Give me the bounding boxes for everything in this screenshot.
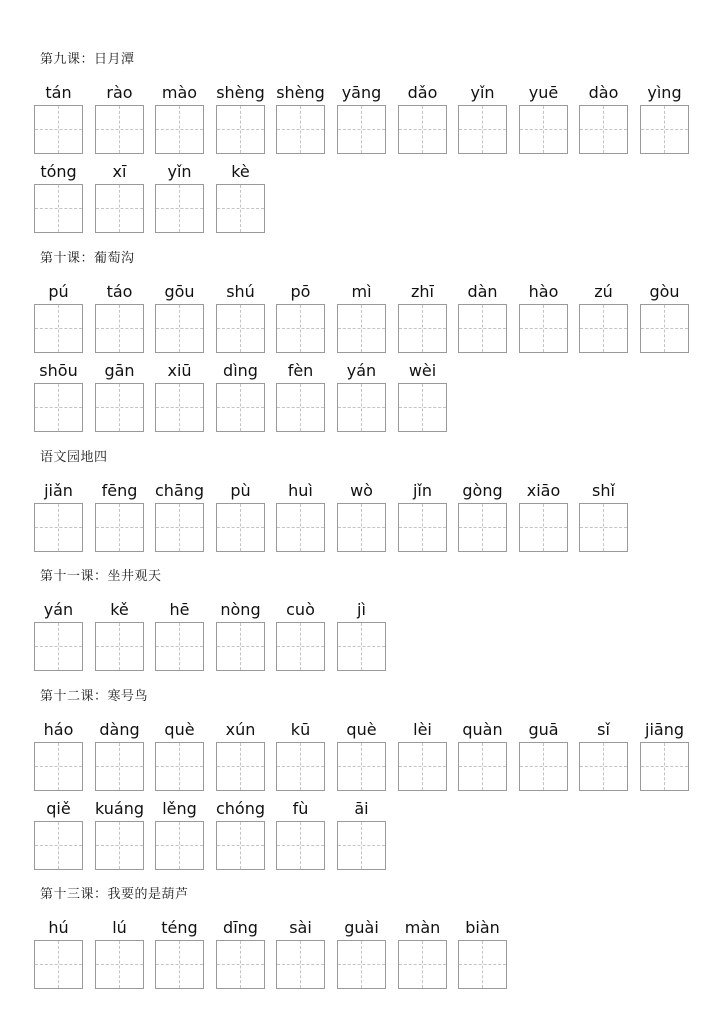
grid-guide-horizontal bbox=[277, 646, 324, 647]
tianzige-box[interactable] bbox=[95, 105, 144, 154]
tianzige-box[interactable] bbox=[276, 821, 325, 870]
grid-guide-horizontal bbox=[338, 129, 385, 130]
section-title: 第十课：葡萄沟 bbox=[40, 251, 135, 266]
grid-guide-horizontal bbox=[217, 407, 264, 408]
grid-guide-horizontal bbox=[96, 845, 143, 846]
pinyin-label: guài bbox=[344, 918, 379, 937]
pinyin-label: yǐn bbox=[470, 83, 495, 102]
grid-guide-horizontal bbox=[399, 964, 446, 965]
grid-guide-horizontal bbox=[520, 766, 567, 767]
pinyin-label: yuē bbox=[528, 83, 559, 102]
pinyin-label: fèn bbox=[287, 361, 314, 380]
pinyin-label: kuáng bbox=[94, 799, 144, 818]
pinyin-label: téng bbox=[161, 918, 198, 937]
grid-guide-horizontal bbox=[35, 407, 82, 408]
tianzige-box[interactable] bbox=[155, 503, 204, 552]
pinyin-label: jiǎn bbox=[44, 481, 73, 500]
grid-guide-horizontal bbox=[580, 527, 627, 528]
tianzige-box[interactable] bbox=[579, 503, 628, 552]
grid-guide-horizontal bbox=[338, 964, 385, 965]
grid-guide-horizontal bbox=[580, 328, 627, 329]
pinyin-label: hào bbox=[528, 282, 559, 301]
pinyin-label: wèi bbox=[408, 361, 437, 380]
tianzige-box[interactable] bbox=[337, 105, 386, 154]
tianzige-box[interactable] bbox=[34, 503, 83, 552]
pinyin-label: zhī bbox=[411, 282, 434, 301]
section-title: 第十二课：寒号鸟 bbox=[40, 689, 149, 704]
grid-guide-horizontal bbox=[217, 766, 264, 767]
tianzige-box[interactable] bbox=[398, 742, 447, 791]
pinyin-label: rào bbox=[106, 83, 133, 102]
grid-guide-horizontal bbox=[96, 964, 143, 965]
grid-guide-horizontal bbox=[156, 646, 203, 647]
pinyin-label: xiāo bbox=[526, 481, 561, 500]
grid-guide-horizontal bbox=[459, 766, 506, 767]
pinyin-label: yìng bbox=[647, 83, 682, 102]
tianzige-box[interactable] bbox=[155, 184, 204, 233]
grid-guide-horizontal bbox=[217, 328, 264, 329]
grid-guide-horizontal bbox=[399, 407, 446, 408]
tianzige-box[interactable] bbox=[34, 304, 83, 353]
tianzige-box[interactable] bbox=[337, 304, 386, 353]
pinyin-label: fù bbox=[292, 799, 309, 818]
tianzige-box[interactable] bbox=[398, 105, 447, 154]
section-title: 第十三课：我要的是葫芦 bbox=[40, 887, 189, 902]
grid-guide-horizontal bbox=[35, 766, 82, 767]
pinyin-label: gòng bbox=[462, 481, 503, 500]
tianzige-box[interactable] bbox=[458, 105, 507, 154]
pinyin-label: shèng bbox=[276, 83, 325, 102]
tianzige-box[interactable] bbox=[155, 622, 204, 671]
grid-guide-horizontal bbox=[35, 527, 82, 528]
pinyin-label: dǎo bbox=[407, 83, 438, 102]
pinyin-label: tán bbox=[45, 83, 72, 102]
grid-guide-horizontal bbox=[580, 129, 627, 130]
grid-guide-horizontal bbox=[156, 845, 203, 846]
grid-guide-horizontal bbox=[217, 845, 264, 846]
grid-guide-horizontal bbox=[338, 845, 385, 846]
pinyin-label: jiāng bbox=[645, 720, 684, 739]
grid-guide-horizontal bbox=[217, 964, 264, 965]
tianzige-box[interactable] bbox=[95, 622, 144, 671]
tianzige-box[interactable] bbox=[95, 304, 144, 353]
pinyin-label: kū bbox=[290, 720, 311, 739]
tianzige-box[interactable] bbox=[337, 940, 386, 989]
pinyin-label: hē bbox=[169, 600, 190, 619]
tianzige-box[interactable] bbox=[95, 503, 144, 552]
grid-guide-horizontal bbox=[399, 527, 446, 528]
pinyin-label: jì bbox=[357, 600, 366, 619]
tianzige-box[interactable] bbox=[155, 742, 204, 791]
grid-guide-horizontal bbox=[399, 766, 446, 767]
grid-guide-horizontal bbox=[96, 328, 143, 329]
tianzige-box[interactable] bbox=[95, 383, 144, 432]
pinyin-label: dīng bbox=[223, 918, 258, 937]
pinyin-label: xī bbox=[112, 162, 127, 181]
grid-guide-horizontal bbox=[459, 527, 506, 528]
tianzige-box[interactable] bbox=[519, 503, 568, 552]
tianzige-box[interactable] bbox=[458, 503, 507, 552]
tianzige-box[interactable] bbox=[337, 622, 386, 671]
tianzige-box[interactable] bbox=[276, 503, 325, 552]
grid-guide-horizontal bbox=[641, 328, 688, 329]
section-title: 第九课：日月潭 bbox=[40, 52, 135, 67]
grid-guide-horizontal bbox=[156, 407, 203, 408]
tianzige-box[interactable] bbox=[216, 503, 265, 552]
grid-guide-horizontal bbox=[96, 766, 143, 767]
pinyin-label: sǐ bbox=[597, 720, 610, 739]
grid-guide-horizontal bbox=[156, 766, 203, 767]
pinyin-label: sài bbox=[289, 918, 312, 937]
grid-guide-horizontal bbox=[277, 766, 324, 767]
tianzige-box[interactable] bbox=[216, 742, 265, 791]
grid-guide-horizontal bbox=[277, 328, 324, 329]
tianzige-box[interactable] bbox=[579, 742, 628, 791]
grid-guide-horizontal bbox=[35, 129, 82, 130]
pinyin-label: zú bbox=[594, 282, 613, 301]
grid-guide-horizontal bbox=[399, 328, 446, 329]
pinyin-label: dàn bbox=[467, 282, 498, 301]
tianzige-box[interactable] bbox=[276, 304, 325, 353]
tianzige-box[interactable] bbox=[34, 821, 83, 870]
pinyin-label: shōu bbox=[39, 361, 78, 380]
tianzige-box[interactable] bbox=[216, 105, 265, 154]
grid-guide-horizontal bbox=[338, 527, 385, 528]
pinyin-label: dìng bbox=[223, 361, 258, 380]
tianzige-box[interactable] bbox=[216, 184, 265, 233]
pinyin-label: biàn bbox=[465, 918, 500, 937]
grid-guide-horizontal bbox=[35, 208, 82, 209]
tianzige-box[interactable] bbox=[216, 383, 265, 432]
grid-guide-horizontal bbox=[35, 964, 82, 965]
tianzige-box[interactable] bbox=[216, 304, 265, 353]
pinyin-label: cuò bbox=[286, 600, 315, 619]
pinyin-label: nòng bbox=[220, 600, 261, 619]
tianzige-box[interactable] bbox=[216, 821, 265, 870]
tianzige-box[interactable] bbox=[34, 383, 83, 432]
grid-guide-horizontal bbox=[277, 129, 324, 130]
pinyin-label: yán bbox=[43, 600, 74, 619]
pinyin-label: yāng bbox=[341, 83, 382, 102]
grid-guide-horizontal bbox=[459, 129, 506, 130]
tianzige-box[interactable] bbox=[276, 622, 325, 671]
tianzige-box[interactable] bbox=[155, 940, 204, 989]
pinyin-label: chóng bbox=[215, 799, 266, 818]
tianzige-box[interactable] bbox=[337, 383, 386, 432]
tianzige-box[interactable] bbox=[398, 304, 447, 353]
tianzige-box[interactable] bbox=[640, 105, 689, 154]
pinyin-label: tóng bbox=[40, 162, 77, 181]
pinyin-label: guā bbox=[528, 720, 559, 739]
pinyin-label: gān bbox=[104, 361, 135, 380]
pinyin-label: dàng bbox=[99, 720, 140, 739]
pinyin-label: què bbox=[346, 720, 377, 739]
pinyin-label: lú bbox=[112, 918, 127, 937]
grid-guide-horizontal bbox=[641, 129, 688, 130]
pinyin-label: quàn bbox=[462, 720, 503, 739]
grid-guide-horizontal bbox=[520, 527, 567, 528]
pinyin-label: xiū bbox=[167, 361, 192, 380]
pinyin-label: shú bbox=[226, 282, 255, 301]
grid-guide-horizontal bbox=[459, 328, 506, 329]
grid-guide-horizontal bbox=[338, 407, 385, 408]
grid-guide-horizontal bbox=[96, 646, 143, 647]
pinyin-label: fēng bbox=[101, 481, 138, 500]
grid-guide-horizontal bbox=[217, 129, 264, 130]
tianzige-box[interactable] bbox=[276, 940, 325, 989]
grid-guide-horizontal bbox=[277, 845, 324, 846]
tianzige-box[interactable] bbox=[398, 383, 447, 432]
grid-guide-horizontal bbox=[217, 646, 264, 647]
pinyin-label: jǐn bbox=[412, 481, 433, 500]
tianzige-box[interactable] bbox=[155, 304, 204, 353]
pinyin-label: lèi bbox=[413, 720, 432, 739]
grid-guide-horizontal bbox=[399, 129, 446, 130]
tianzige-box[interactable] bbox=[337, 742, 386, 791]
tianzige-box[interactable] bbox=[640, 304, 689, 353]
tianzige-box[interactable] bbox=[216, 622, 265, 671]
pinyin-label: kě bbox=[110, 600, 129, 619]
grid-guide-horizontal bbox=[277, 527, 324, 528]
tianzige-box[interactable] bbox=[579, 304, 628, 353]
grid-guide-horizontal bbox=[96, 208, 143, 209]
tianzige-box[interactable] bbox=[95, 821, 144, 870]
pinyin-label: kè bbox=[231, 162, 250, 181]
pinyin-label: yán bbox=[346, 361, 377, 380]
tianzige-box[interactable] bbox=[95, 184, 144, 233]
pinyin-label: qiě bbox=[46, 799, 71, 818]
pinyin-label: chāng bbox=[154, 481, 205, 500]
grid-guide-horizontal bbox=[156, 208, 203, 209]
grid-guide-horizontal bbox=[338, 646, 385, 647]
pinyin-label: gòu bbox=[649, 282, 680, 301]
tianzige-box[interactable] bbox=[34, 105, 83, 154]
pinyin-label: gōu bbox=[164, 282, 195, 301]
tianzige-box[interactable] bbox=[337, 821, 386, 870]
tianzige-box[interactable] bbox=[458, 742, 507, 791]
tianzige-box[interactable] bbox=[95, 742, 144, 791]
pinyin-label: táo bbox=[106, 282, 133, 301]
grid-guide-horizontal bbox=[641, 766, 688, 767]
grid-guide-horizontal bbox=[96, 407, 143, 408]
pinyin-label: hú bbox=[48, 918, 69, 937]
section-title: 语文园地四 bbox=[40, 450, 108, 465]
grid-guide-horizontal bbox=[277, 964, 324, 965]
tianzige-box[interactable] bbox=[579, 105, 628, 154]
pinyin-label: āi bbox=[354, 799, 369, 818]
tianzige-box[interactable] bbox=[337, 503, 386, 552]
tianzige-box[interactable] bbox=[640, 742, 689, 791]
grid-guide-horizontal bbox=[35, 328, 82, 329]
grid-guide-horizontal bbox=[217, 208, 264, 209]
grid-guide-horizontal bbox=[96, 129, 143, 130]
pinyin-label: mì bbox=[351, 282, 372, 301]
pinyin-label: shèng bbox=[216, 83, 265, 102]
grid-guide-horizontal bbox=[217, 527, 264, 528]
grid-guide-horizontal bbox=[156, 527, 203, 528]
tianzige-box[interactable] bbox=[519, 304, 568, 353]
tianzige-box[interactable] bbox=[398, 940, 447, 989]
pinyin-label: xún bbox=[225, 720, 256, 739]
tianzige-box[interactable] bbox=[34, 940, 83, 989]
tianzige-box[interactable] bbox=[34, 742, 83, 791]
grid-guide-horizontal bbox=[338, 766, 385, 767]
pinyin-label: wò bbox=[350, 481, 373, 500]
tianzige-box[interactable] bbox=[458, 940, 507, 989]
tianzige-box[interactable] bbox=[519, 105, 568, 154]
section-title: 第十一课：坐井观天 bbox=[40, 569, 162, 584]
grid-guide-horizontal bbox=[277, 407, 324, 408]
pinyin-label: shǐ bbox=[592, 481, 615, 500]
pinyin-label: huì bbox=[288, 481, 313, 500]
grid-guide-horizontal bbox=[156, 964, 203, 965]
grid-guide-horizontal bbox=[338, 328, 385, 329]
pinyin-label: pú bbox=[48, 282, 69, 301]
pinyin-label: lěng bbox=[162, 799, 197, 818]
tianzige-box[interactable] bbox=[155, 105, 204, 154]
grid-guide-horizontal bbox=[156, 328, 203, 329]
pinyin-label: pō bbox=[290, 282, 311, 301]
tianzige-box[interactable] bbox=[95, 940, 144, 989]
grid-guide-horizontal bbox=[35, 646, 82, 647]
grid-guide-horizontal bbox=[156, 129, 203, 130]
tianzige-box[interactable] bbox=[519, 742, 568, 791]
pinyin-label: pù bbox=[230, 481, 251, 500]
grid-guide-horizontal bbox=[580, 766, 627, 767]
grid-guide-horizontal bbox=[96, 527, 143, 528]
tianzige-box[interactable] bbox=[216, 940, 265, 989]
grid-guide-horizontal bbox=[459, 964, 506, 965]
grid-guide-horizontal bbox=[520, 129, 567, 130]
tianzige-box[interactable] bbox=[155, 821, 204, 870]
grid-guide-horizontal bbox=[520, 328, 567, 329]
tianzige-box[interactable] bbox=[276, 383, 325, 432]
pinyin-label: mào bbox=[161, 83, 198, 102]
tianzige-box[interactable] bbox=[34, 184, 83, 233]
pinyin-label: què bbox=[164, 720, 195, 739]
pinyin-label: háo bbox=[43, 720, 74, 739]
pinyin-label: dào bbox=[588, 83, 619, 102]
pinyin-label: yǐn bbox=[167, 162, 192, 181]
tianzige-box[interactable] bbox=[276, 105, 325, 154]
tianzige-box[interactable] bbox=[276, 742, 325, 791]
grid-guide-horizontal bbox=[35, 845, 82, 846]
tianzige-box[interactable] bbox=[34, 622, 83, 671]
tianzige-box[interactable] bbox=[398, 503, 447, 552]
pinyin-label: màn bbox=[404, 918, 441, 937]
tianzige-box[interactable] bbox=[155, 383, 204, 432]
tianzige-box[interactable] bbox=[458, 304, 507, 353]
